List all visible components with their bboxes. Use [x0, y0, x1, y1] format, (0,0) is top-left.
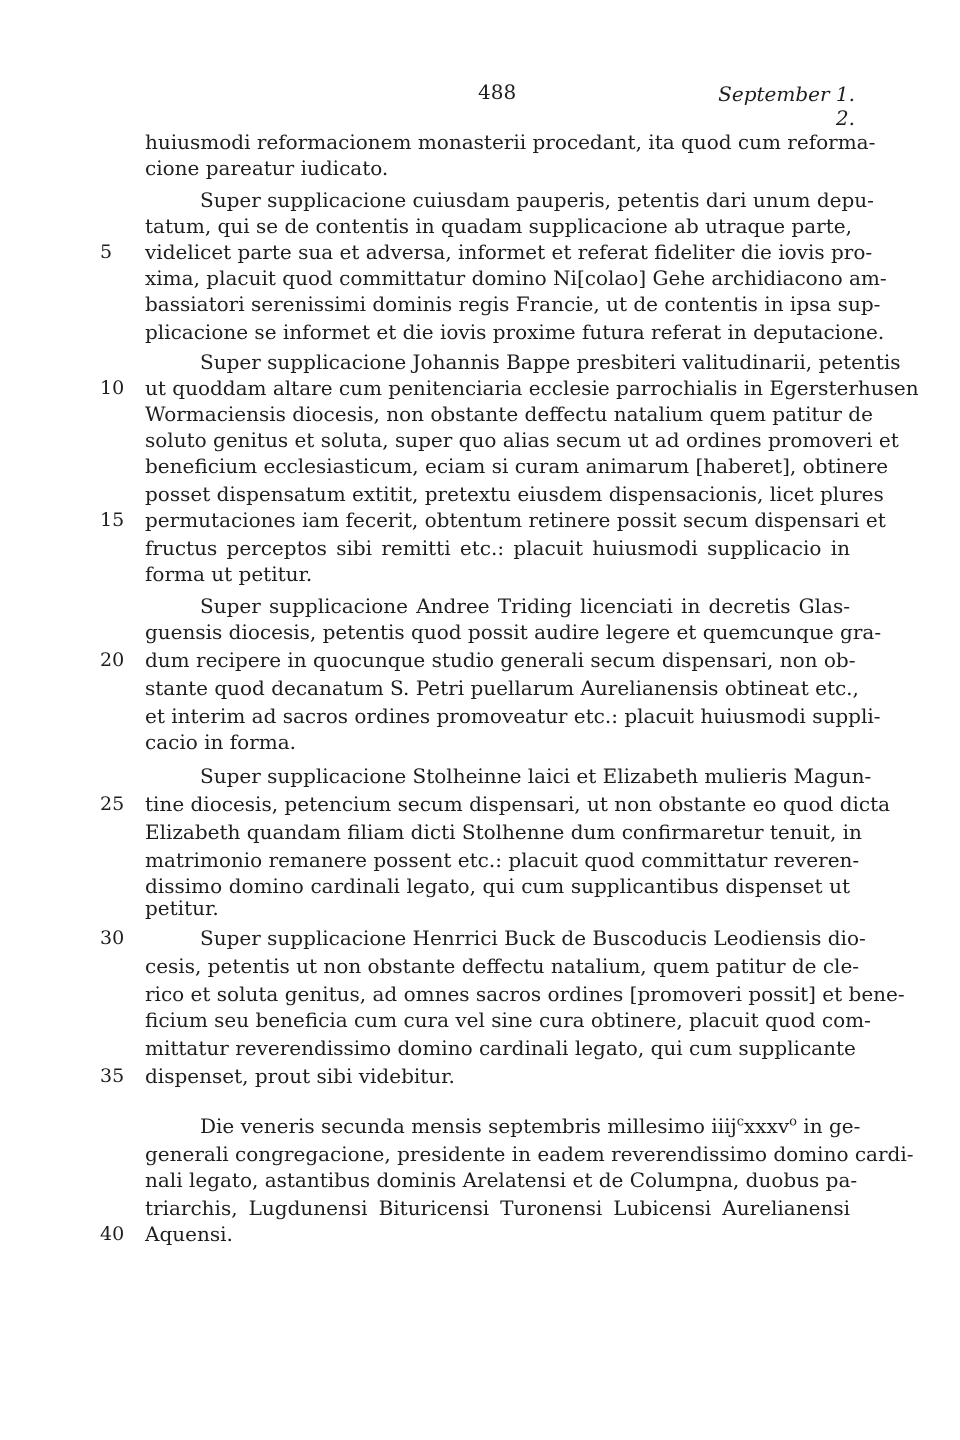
text-line: nali legato, astantibus dominis Arelatensi et de Columpna, duobus pa- — [145, 1168, 858, 1192]
text-line: cacio in forma. — [145, 730, 297, 754]
text-line: Super supplicacione Johannis Bappe presbiteri valitudinarii, petentis — [200, 350, 901, 374]
text-line: videlicet parte sua et adversa, informet et referat fideliter die iovis pro- — [145, 240, 873, 264]
text-line: Aquensi. — [145, 1222, 233, 1246]
date-line — [200, 1112, 861, 1140]
text-line: petitur. — [145, 896, 219, 920]
text-line: Super supplicacione Henrrici Buck de Buscoducis Leodiensis dio- — [200, 926, 866, 950]
date-line-text: Die veneris secunda mensis septembris millesimo iiij — [200, 1114, 737, 1138]
text-line: dum recipere in quocunque studio generali secum dispensari, non ob- — [145, 648, 856, 672]
text-line: plicacione se informet et die iovis proxime futura referat in deputacione. — [145, 320, 885, 344]
text-line: Wormaciensis diocesis, non obstante deffectu natalium quem patitur de — [145, 402, 873, 426]
line-number: 5 — [100, 241, 113, 263]
text-line: triarchis, Lugdunensi Bituricensi Turonensi Lubicensi Aurelianensi — [145, 1196, 850, 1220]
text-line: mittatur reverendissimo domino cardinali legato, qui cum supplicante — [145, 1036, 856, 1060]
text-line: cione pareatur iudicato. — [145, 156, 389, 180]
text-line: ficium seu beneficia cum cura vel sine cura obtinere, placuit quod com- — [145, 1008, 871, 1032]
date-numeral: xxxv — [743, 1114, 790, 1138]
line-number: 35 — [100, 1065, 125, 1087]
text-line: Elizabeth quandam filiam dicti Stolhenne dum confirmaretur tenuit, in — [145, 820, 862, 844]
text-line: Super supplicacione Stolheinne laici et Elizabeth mulieris Magun- — [200, 764, 872, 788]
line-number: 20 — [100, 649, 125, 671]
text-line: et interim ad sacros ordines promoveatur etc.: placuit huiusmodi suppli- — [145, 704, 881, 728]
text-line: xima, placuit quod committatur domino Ni[colao] Gehe archidiacono am- — [145, 266, 887, 290]
text-line: soluto genitus et soluta, super quo alias secum ut ad ordines promoveri et — [145, 428, 899, 452]
text-line: tatum, qui se de contentis in quadam supplicacione ab utraque parte, — [145, 214, 852, 238]
line-number: 40 — [100, 1223, 125, 1245]
text-line: permutaciones iam fecerit, obtentum retinere possit secum dispensari et — [145, 508, 886, 532]
text-line: generali congregacione, presidente in eadem reverendissimo domino cardi- — [145, 1142, 914, 1166]
text-line: fructus perceptos sibi remitti etc.: placuit huiusmodi supplicacio in — [145, 536, 850, 560]
text-line: guensis diocesis, petentis quod possit audire legere et quemcunque gra- — [145, 620, 882, 644]
text-line: bassiatori serenissimi dominis regis Francie, ut de contentis in ipsa sup- — [145, 292, 881, 316]
line-number: 15 — [100, 509, 125, 531]
text-line: Super supplicacione Andree Triding licenciati in decretis Glas- — [200, 594, 850, 618]
text-line: cesis, petentis ut non obstante deffectu natalium, quem patitur de cle- — [145, 954, 860, 978]
text-line: stante quod decanatum S. Petri puellarum Aurelianensis obtineat etc., — [145, 676, 859, 700]
date-superscript-o: o — [789, 1114, 797, 1130]
text-line: forma ut petitur. — [145, 562, 313, 586]
line-number: 10 — [100, 377, 125, 399]
text-line: dispenset, prout sibi videbitur. — [145, 1064, 455, 1088]
text-line: tine diocesis, petencium secum dispensari, ut non obstante eo quod dicta — [145, 792, 891, 816]
text-line: beneficium ecclesiasticum, eciam si curam animarum [haberet], obtinere — [145, 454, 889, 478]
text-line: Super supplicacione cuiusdam pauperis, petentis dari unum depu- — [200, 188, 874, 212]
text-line: posset dispensatum extitit, pretextu eiusdem dispensacionis, licet plures — [145, 482, 884, 506]
date-line-tail: in ge- — [796, 1114, 861, 1138]
running-head: September 1. 2. — [718, 82, 855, 130]
text-line: ut quoddam altare cum penitenciaria ecclesie parrochialis in Egersterhusen — [145, 376, 919, 400]
page-number: 488 — [478, 80, 517, 104]
text-line: dissimo domino cardinali legato, qui cum supplicantibus dispenset ut — [145, 874, 850, 898]
text-line: huiusmodi reformacionem monasterii procedant, ita quod cum reforma- — [145, 130, 876, 154]
line-number: 30 — [100, 927, 125, 949]
line-number: 25 — [100, 793, 125, 815]
text-line: rico et soluta genitus, ad omnes sacros ordines [promoveri possit] et bene- — [145, 982, 905, 1006]
text-line: matrimonio remanere possent etc.: placuit quod committatur reveren- — [145, 848, 860, 872]
date-superscript-c: c — [736, 1114, 744, 1130]
